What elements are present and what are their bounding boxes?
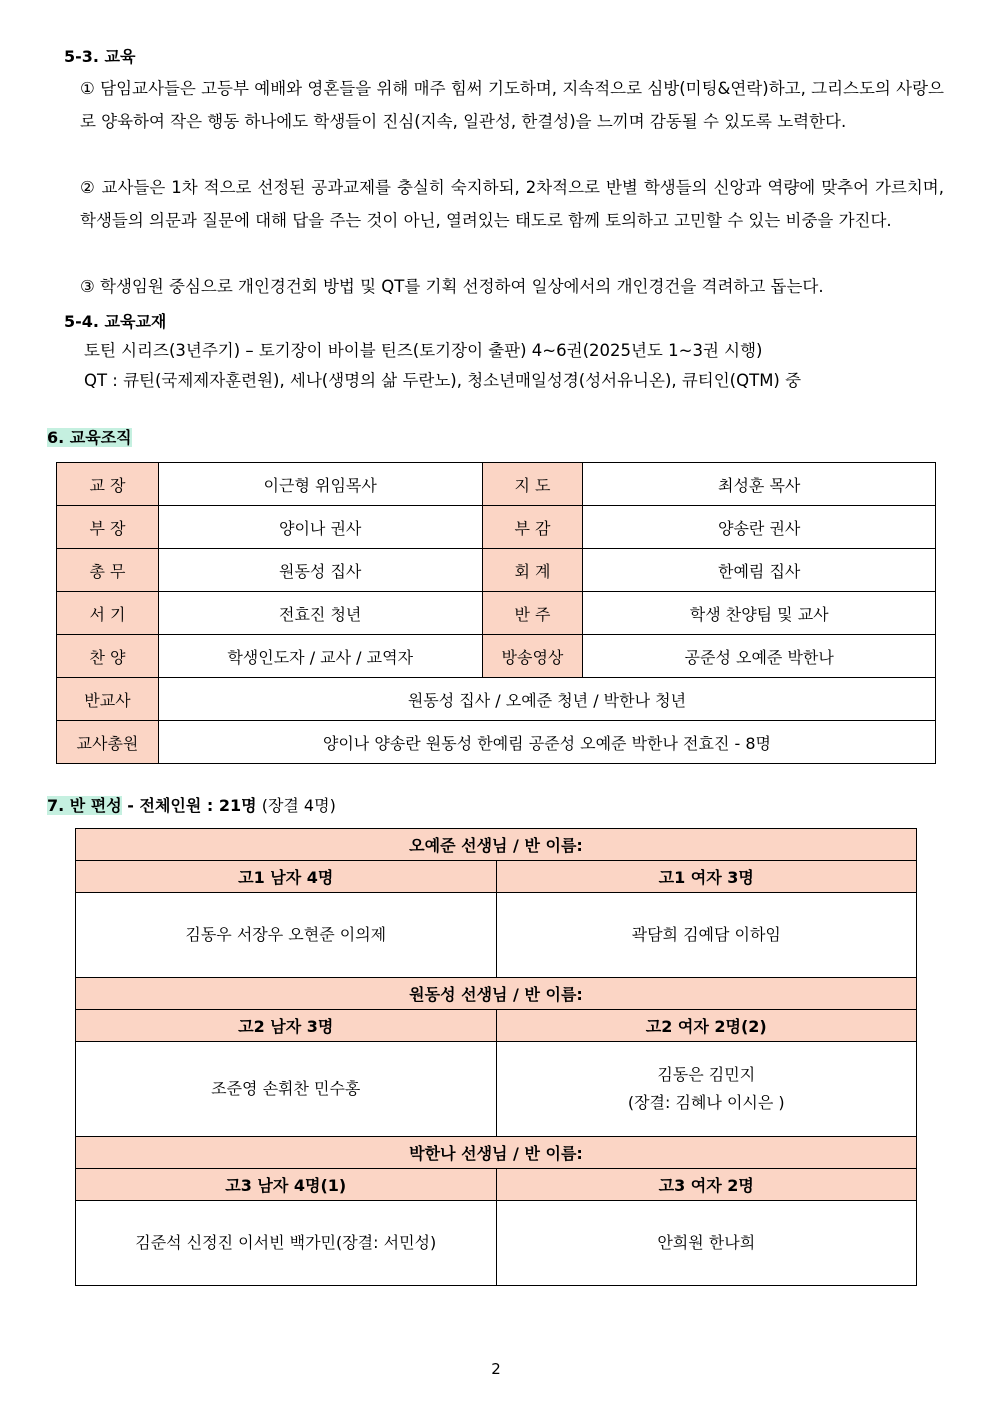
section-5-4-title: 5-4. 교육교재 xyxy=(64,312,167,331)
section-6-title: 6. 교육조직 xyxy=(47,428,132,447)
section-7-title: 7. 반 편성 - 전체인원 : 21명 (장결 4명) xyxy=(47,796,336,815)
org-value: 양이나 권사 xyxy=(158,506,482,549)
table-row xyxy=(76,893,917,978)
section-5-3-paragraph-3: ③ 학생임원 중심으로 개인경건회 방법 및 QT를 기획 선정하여 일상에서의 개인경건을 격려하고 돕는다. xyxy=(80,277,824,296)
org-label: 지 도 xyxy=(482,463,583,506)
org-value: 전효진 청년 xyxy=(158,592,482,635)
table-row xyxy=(76,1137,917,1169)
class-teacher-header: 원동성 선생님 / 반 이름: xyxy=(76,978,917,1010)
org-value: 원동성 집사 / 오예준 청년 / 박한나 청년 xyxy=(158,678,935,721)
table-row xyxy=(57,678,936,721)
boys-header: 고3 남자 4명(1) xyxy=(76,1169,497,1201)
class-table xyxy=(75,828,917,1286)
org-value: 이근형 위임목사 xyxy=(158,463,482,506)
org-label: 부 감 xyxy=(482,506,583,549)
table-row xyxy=(57,635,936,678)
girls-names xyxy=(496,893,917,978)
section-7-summary: - 전체인원 : 21명 xyxy=(121,796,257,815)
org-label: 부 장 xyxy=(57,506,159,549)
org-value: 최성훈 목사 xyxy=(583,463,936,506)
table-row xyxy=(76,829,917,861)
girls-header: 고1 여자 3명 xyxy=(496,861,917,893)
org-value: 한예림 집사 xyxy=(583,549,936,592)
class-teacher-header: 오예준 선생님 / 반 이름: xyxy=(76,829,917,861)
org-value: 양송란 권사 xyxy=(583,506,936,549)
table-row xyxy=(76,978,917,1010)
org-value: 양이나 양송란 원동성 한예림 공준성 오예준 박한나 전효진 - 8명 xyxy=(158,721,935,764)
girls-absent-line: (장결: 김혜나 이시은 ) xyxy=(627,1093,785,1112)
qt-line: QT : 큐틴(국제제자훈련원), 세나(생명의 삶 두란노), 청소년매일성경(성서유니온), 큐티인(QTM) 중 xyxy=(84,371,802,390)
table-row xyxy=(57,592,936,635)
table-row xyxy=(57,721,936,764)
section-5-3-paragraph-2: ② 교사들은 1차 적으로 선정된 공과교제를 충실히 숙지하되, 2차적으로 반별 학생들의 신앙과 역량에 맞추어 가르치며, 학생들의 의문과 질문에 대해 답을 주는 것이 아닌, 열려있는 태도로 함께 토의하고 고민할 수 있는 비중을 가진다. xyxy=(80,178,944,230)
girls-names-line: 김동은 김민지 xyxy=(657,1065,756,1084)
girls-names-line: 안희원 한나희 xyxy=(657,1233,756,1252)
table-row xyxy=(76,1169,917,1201)
section-7-absent-note: (장결 4명) xyxy=(256,796,336,815)
org-label: 반 주 xyxy=(482,592,583,635)
girls-header: 고3 여자 2명 xyxy=(496,1169,917,1201)
girls-names xyxy=(496,1042,917,1137)
table-row xyxy=(76,1042,917,1137)
table-row xyxy=(76,1201,917,1286)
org-value: 학생 찬양팀 및 교사 xyxy=(583,592,936,635)
table-row xyxy=(57,506,936,549)
textbook-line: 토틴 시리즈(3년주기) – 토기장이 바이블 틴즈(토기장이 출판) 4~6권(2025년도 1~3권 시행) xyxy=(84,341,763,360)
org-table xyxy=(56,462,936,764)
girls-names xyxy=(496,1201,917,1286)
table-row xyxy=(57,549,936,592)
table-row xyxy=(76,1010,917,1042)
page-number: 2 xyxy=(491,1360,501,1378)
org-value: 공준성 오예준 박한나 xyxy=(583,635,936,678)
boys-names: 김준석 신정진 이서빈 백가민(장결: 서민성) xyxy=(76,1201,497,1286)
section-5-3-paragraph-1: ① 담임교사들은 고등부 예배와 영혼들을 위해 매주 힘써 기도하며, 지속적으로 심방(미팅&연락)하고, 그리스도의 사랑으로 양육하여 작은 행동 하나에도 학생들이 진심(지속, 일관성, 한결성)을 느끼며 감동될 수 있도록 노력한다. xyxy=(80,79,944,131)
org-label: 반교사 xyxy=(57,678,159,721)
boys-names: 김동우 서장우 오현준 이의제 xyxy=(76,893,497,978)
org-label: 서 기 xyxy=(57,592,159,635)
section-5-3-title: 5-3. 교육 xyxy=(64,47,136,66)
org-value: 원동성 집사 xyxy=(158,549,482,592)
class-teacher-header: 박한나 선생님 / 반 이름: xyxy=(76,1137,917,1169)
girls-names-line: 곽담희 김예담 이하임 xyxy=(631,925,781,944)
girls-header: 고2 여자 2명(2) xyxy=(496,1010,917,1042)
org-label: 찬 양 xyxy=(57,635,159,678)
org-label: 총 무 xyxy=(57,549,159,592)
boys-header: 고1 남자 4명 xyxy=(76,861,497,893)
table-row xyxy=(76,861,917,893)
org-label: 방송영상 xyxy=(482,635,583,678)
boys-header: 고2 남자 3명 xyxy=(76,1010,497,1042)
org-value: 학생인도자 / 교사 / 교역자 xyxy=(158,635,482,678)
org-label: 교사총원 xyxy=(57,721,159,764)
table-row xyxy=(57,463,936,506)
org-label: 회 계 xyxy=(482,549,583,592)
boys-names: 조준영 손휘찬 민수홍 xyxy=(76,1042,497,1137)
org-label: 교 장 xyxy=(57,463,159,506)
